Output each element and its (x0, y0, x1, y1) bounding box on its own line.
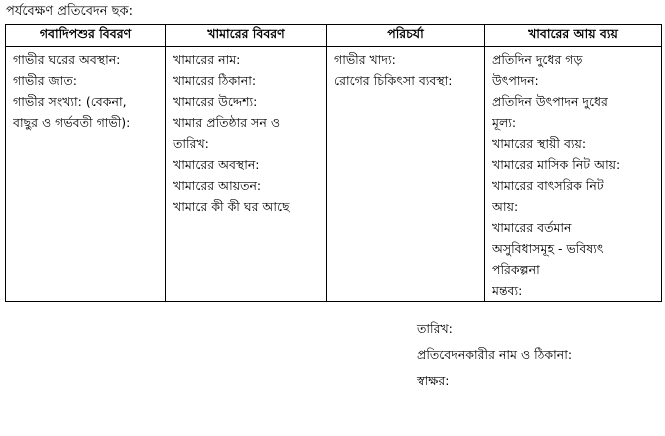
field-label: মন্তব্য: (492, 283, 523, 298)
field-label: খামারের বাৎসরিক নিট (492, 178, 604, 193)
field-label: খামারের আয়তন: (173, 178, 262, 193)
field-label: গাভীর সংখ্যা: (বেকনা, (13, 94, 127, 109)
field-label: খামারের উদ্দেশ্য: (173, 94, 258, 109)
field-label: আয়: (492, 199, 519, 214)
field-label: বাছুর ও গর্ভবতী গাভী): (13, 115, 131, 130)
header-feed-income-expense: খাবারের আয় ব্যয় (485, 25, 662, 47)
field-label: পরিকল্পনা (492, 262, 540, 277)
field-label: খামারের অবস্থান: (173, 157, 260, 172)
field-label: প্রতিদিন উৎপাদন দুধের (492, 94, 608, 109)
signature-label: স্বাক্ষর: (417, 373, 450, 388)
field-label: খামারের স্থায়ী ব্যয়: (492, 136, 587, 151)
field-label: রোগের চিকিৎসা ব্যবস্থা: (334, 73, 453, 88)
header-care: পরিচর্যা (327, 25, 485, 47)
field-label: খামারের নাম: (173, 52, 241, 67)
table-body-row (6, 47, 662, 302)
field-label: খামার প্রতিষ্ঠার সন ও (173, 115, 281, 130)
cell-livestock-description (6, 47, 166, 302)
field-label: তারিখ: (173, 136, 209, 151)
cell-care (327, 47, 485, 302)
cell-feed-income-expense (485, 47, 662, 302)
report-table (5, 24, 662, 302)
field-label: গাভীর খাদ্য: (334, 52, 396, 67)
field-label: খামারের মাসিক নিট আয়: (492, 157, 621, 172)
table-header-row (6, 25, 662, 47)
field-label: মূল্য: (492, 115, 517, 130)
cell-farm-description (166, 47, 327, 302)
reporter-name-address-label: প্রতিবেদনকারীর নাম ও ঠিকানা: (417, 347, 573, 362)
field-label: গাভীর জাত: (13, 73, 77, 88)
field-label: খামারের বর্তমান (492, 220, 572, 235)
field-label: খামারে কী কী ঘর আছে (173, 199, 290, 214)
header-farm-description: খামারের বিবরণ (166, 25, 327, 47)
report-footer (417, 316, 572, 394)
field-label: অসুবিধাসমূহ - ভবিষ্যৎ (492, 241, 604, 256)
header-livestock-description: গবাদিপশুর বিবরণ (6, 25, 166, 47)
field-label: খামারের ঠিকানা: (173, 73, 257, 88)
field-label: গাভীর ঘরের অবস্থান: (13, 52, 121, 67)
field-label: প্রতিদিন দুধের গড় (492, 52, 583, 67)
field-label: উৎপাদন: (492, 73, 539, 88)
document-title: পর্যবেক্ষণ প্রতিবেদন ছক: (6, 4, 134, 19)
date-label: তারিখ: (417, 321, 453, 336)
